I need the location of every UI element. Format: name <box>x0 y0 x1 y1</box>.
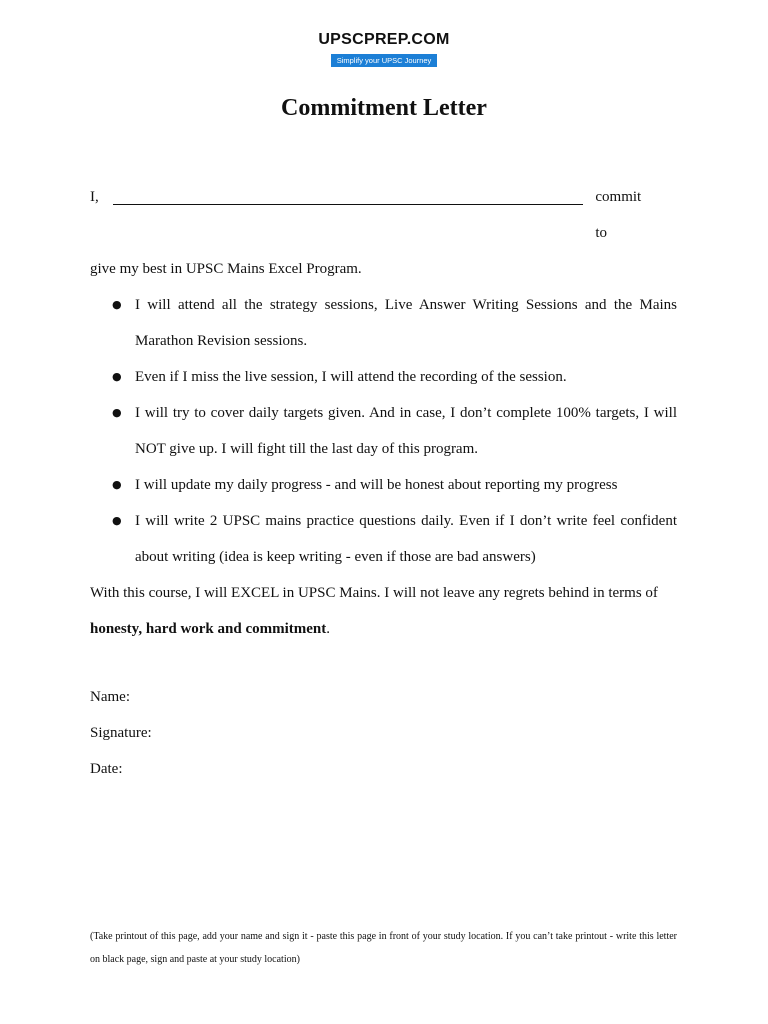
letter-body <box>90 179 677 647</box>
closing-end: . <box>326 621 331 637</box>
commitment-intro-line <box>90 179 677 251</box>
commitment-list <box>90 287 677 575</box>
intro-prefix: I, <box>90 189 99 205</box>
list-item <box>90 503 677 575</box>
intro-continuation: give my best in UPSC Mains Excel Program. <box>90 261 362 277</box>
name-label: Name: <box>90 689 130 705</box>
signature-label: Signature: <box>90 725 152 741</box>
list-item-text: Even if I miss the live session, I will attend the recording of the session. <box>135 369 567 385</box>
bullet-icon: ● <box>112 370 122 383</box>
list-item-text: I will try to cover daily targets given. And in case, I don’t complete 100% targets, I will NOT give up. I will fight till the last day of this program. <box>135 405 677 457</box>
bullet-icon: ● <box>112 514 122 527</box>
name-blank-line <box>113 186 584 205</box>
signoff-fields <box>90 679 152 787</box>
bullet-icon: ● <box>112 478 122 491</box>
list-item <box>90 359 677 395</box>
brand-name: UPSCPREP.COM <box>318 31 450 48</box>
bullet-icon: ● <box>112 298 122 311</box>
intro-commit: commit to <box>595 189 642 241</box>
bullet-icon: ● <box>112 406 122 419</box>
brand-tagline: Simplify your UPSC Journey <box>331 54 438 67</box>
list-item-text: I will attend all the strategy sessions, Live Answer Writing Sessions and the Mains Marathon Revision sessions. <box>135 297 677 349</box>
brand-logo <box>0 30 768 68</box>
list-item <box>90 287 677 359</box>
date-label: Date: <box>90 761 123 777</box>
list-item <box>90 395 677 467</box>
footer-note: (Take printout of this page, add your name and sign it - paste this page in front of your study location. If you can’t take printout - write this letter on black page, sign and paste at your study location) <box>90 931 677 965</box>
list-item <box>90 467 677 503</box>
page-title: Commitment Letter <box>281 95 487 121</box>
list-item-text: I will update my daily progress - and will be honest about reporting my progress <box>135 477 618 493</box>
closing-paragraph <box>90 575 677 647</box>
closing-bold: honesty, hard work and commitment <box>90 621 327 637</box>
closing-text: With this course, I will EXCEL in UPSC Mains. I will not leave any regrets behind in terms of <box>90 585 658 601</box>
list-item-text: I will write 2 UPSC mains practice questions daily. Even if I don’t write feel confident about writing (idea is keep writing - even if those are bad answers) <box>135 513 677 565</box>
